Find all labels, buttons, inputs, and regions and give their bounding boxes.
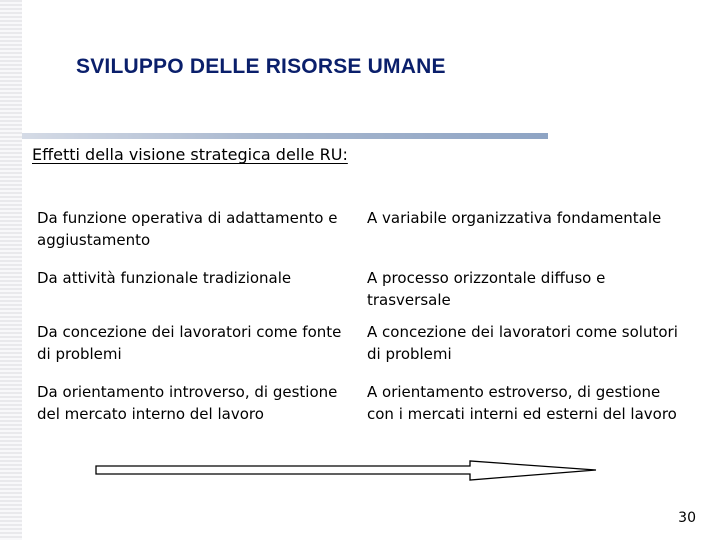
row-1-from: Da funzione operativa di adattamento e aggiustamento bbox=[37, 209, 338, 249]
row-1-to: A variabile organizzativa fondamentale bbox=[367, 209, 662, 227]
row-2-from: Da attività funzionale tradizionale bbox=[37, 269, 292, 287]
row-4-to: A orientamento estroverso, di gestione con i mercati interni ed esterni del lavoro bbox=[367, 383, 677, 423]
page-number: 30 bbox=[678, 510, 696, 526]
row-3-to: A concezione dei lavoratori come solutori di problemi bbox=[367, 323, 678, 363]
right-arrow-icon bbox=[90, 455, 600, 485]
row-2-to: A processo orizzontale diffuso e trasversale bbox=[367, 269, 606, 309]
row-4-from: Da orientamento introverso, di gestione del mercato interno del lavoro bbox=[37, 383, 338, 423]
row-3-from: Da concezione dei lavoratori come fonte di problemi bbox=[37, 323, 342, 363]
title-divider bbox=[22, 133, 548, 139]
decorative-stripes bbox=[0, 0, 22, 540]
slide-title: SVILUPPO DELLE RISORSE UMANE bbox=[76, 55, 446, 78]
slide-subtitle: Effetti della visione strategica delle RU: bbox=[32, 145, 348, 164]
